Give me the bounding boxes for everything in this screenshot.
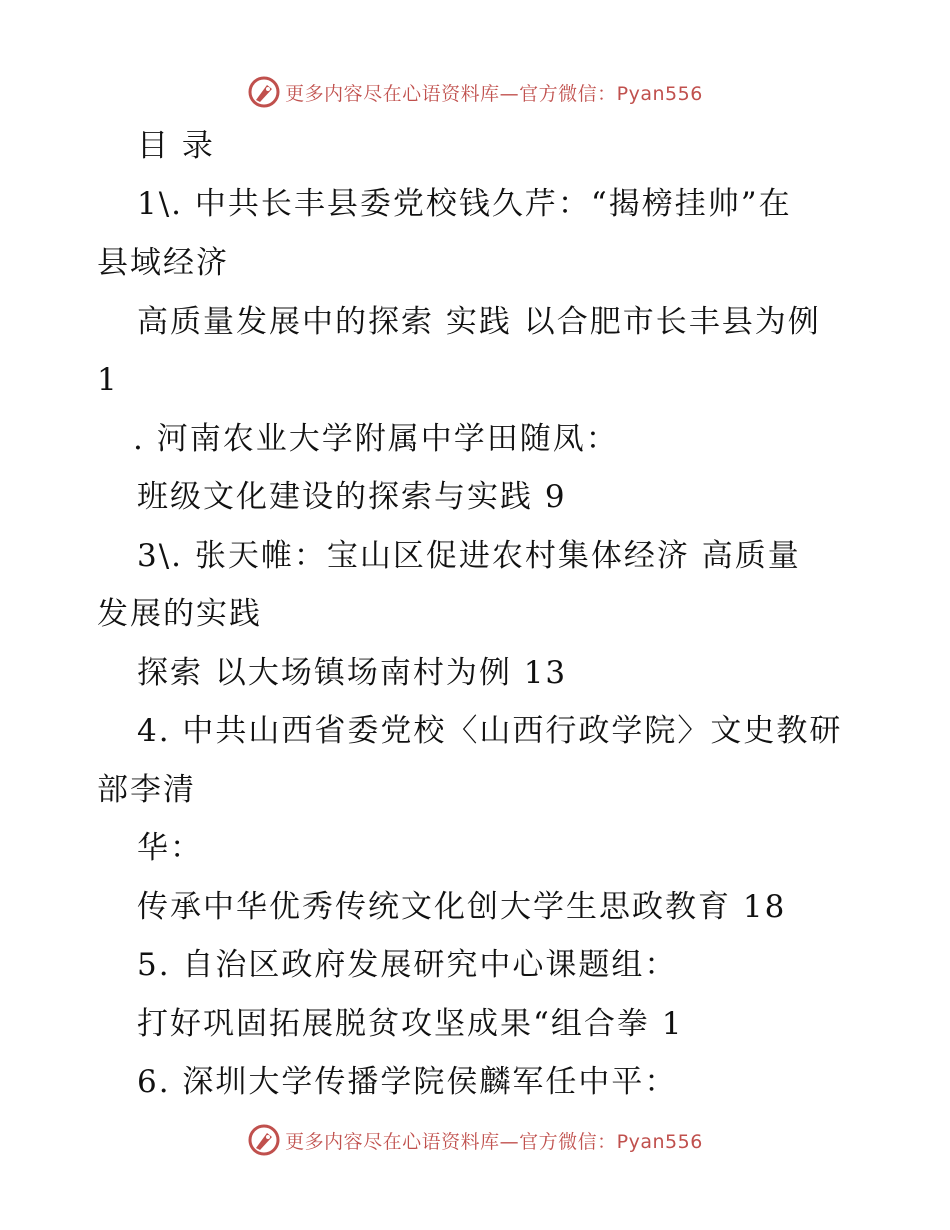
toc-line: 1 bbox=[97, 362, 119, 398]
toc-line: 打好巩固拓展脱贫攻坚成果“组合拳 1 bbox=[137, 1006, 684, 1042]
pen-nib-logo-icon bbox=[247, 75, 281, 109]
toc-line: 5. 自治区政府发展研究中心课题组： bbox=[137, 947, 678, 983]
watermark-banner-bottom bbox=[0, 1120, 950, 1160]
toc-line: 传承中华优秀传统文化创大学生思政教育 18 bbox=[137, 889, 787, 925]
toc-line: 探索 以大场镇场南村为例 13 bbox=[137, 655, 568, 691]
toc-line: 3\. 张天帷：宝山区促进农村集体经济 高质量 bbox=[137, 538, 801, 574]
toc-line: 部李清 bbox=[97, 772, 196, 808]
toc-title: 目 录 bbox=[137, 128, 215, 164]
toc-line: 高质量发展中的探索 实践 以合肥市长丰县为例 bbox=[137, 304, 821, 340]
toc-line: 县域经济 bbox=[97, 245, 229, 281]
toc-line: 班级文化建设的探索与实践 9 bbox=[137, 479, 567, 515]
toc-line: 4. 中共山西省委党校〈山西行政学院〉文史教研 bbox=[137, 713, 843, 749]
pen-nib-logo-icon bbox=[247, 1123, 281, 1157]
watermark-text: 更多内容尽在心语资料库—官方微信：Pyan556 bbox=[285, 1130, 703, 1153]
toc-line: 6. 深圳大学传播学院侯麟军任中平： bbox=[137, 1064, 678, 1100]
toc-line: 华： bbox=[137, 830, 203, 866]
toc-line: 1\. 中共长丰县委党校钱久芹：“揭榜挂帅”在 bbox=[137, 186, 792, 222]
watermark-banner-top bbox=[0, 72, 950, 112]
watermark-text: 更多内容尽在心语资料库—官方微信：Pyan556 bbox=[285, 82, 703, 105]
toc-line: . 河南农业大学附属中学田随凤： bbox=[133, 421, 619, 457]
toc-line: 发展的实践 bbox=[97, 596, 262, 632]
